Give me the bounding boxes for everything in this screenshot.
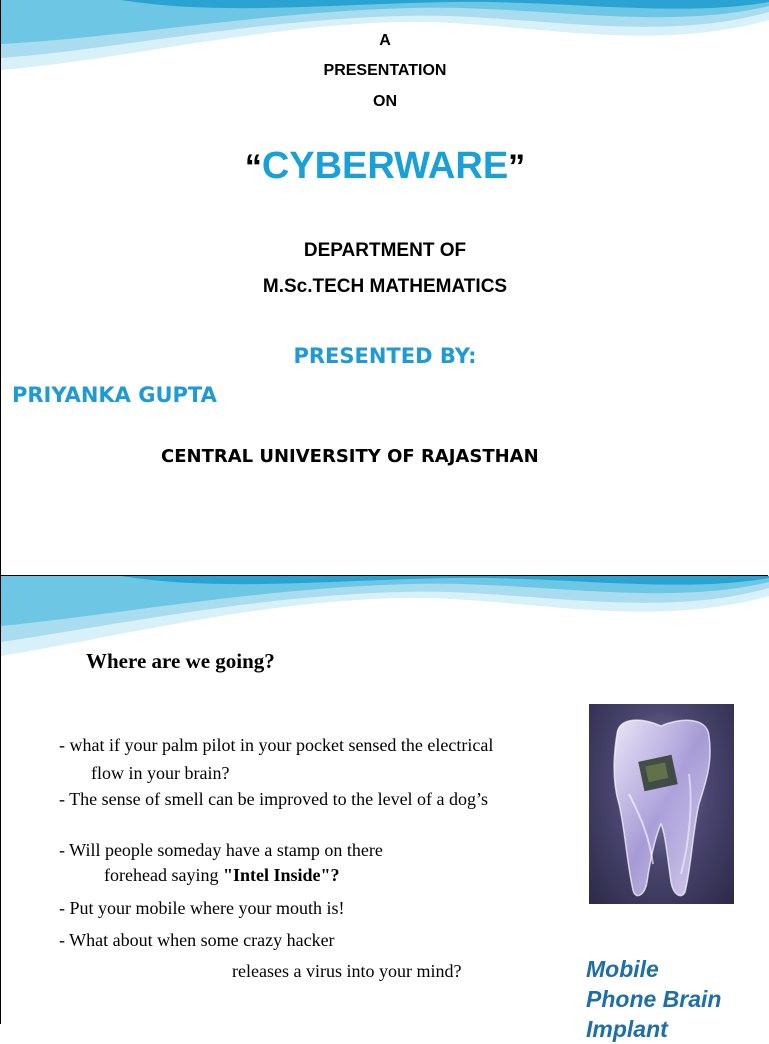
image-caption: [586, 954, 721, 1044]
caption-line-3: Implant: [586, 1016, 668, 1042]
bullet-2: - The sense of smell can be improved to the level of a dog’s: [59, 789, 489, 809]
program-line: M.Sc.TECH MATHEMATICS: [262, 276, 508, 297]
caption-line-1: Mobile: [586, 956, 659, 982]
title-close-quote: ”: [508, 148, 526, 186]
bullet-4: - Put your mobile where your mouth is!: [59, 898, 345, 918]
title-open-quote: “: [244, 148, 262, 186]
bullet-1-line-2: flow in your brain?: [91, 763, 230, 783]
content-slide: [0, 575, 768, 1042]
slide-heading: Where are we going?: [86, 649, 275, 673]
line-a: A: [379, 32, 391, 49]
tooth-implant-image: [589, 704, 734, 904]
presenter-name: PRIYANKA GUPTA: [12, 383, 217, 407]
presented-by-label: PRESENTED BY:: [293, 344, 477, 368]
intel-inside-text: "Intel Inside"?: [222, 865, 340, 885]
bullet-5-line-1: - What about when some crazy hacker: [59, 930, 335, 950]
university-name: CENTRAL UNIVERSITY OF RAJASTHAN: [161, 446, 539, 467]
bullet-1-line-1: - what if your palm pilot in your pocket sensed the electrical: [59, 735, 494, 755]
bullet-3-line-1: - Will people someday have a stamp on there: [59, 840, 383, 860]
line-presentation: PRESENTATION: [323, 62, 447, 79]
bullet-3-prefix: forehead saying: [104, 865, 223, 885]
bullet-5-line-2: releases a virus into your mind?: [232, 961, 462, 981]
bullet-3-line-2: [104, 865, 339, 886]
presentation-title: [1, 145, 769, 188]
crystal-tooth-icon: [589, 704, 734, 904]
title-word: CYBERWARE: [261, 145, 509, 187]
line-on: ON: [373, 93, 397, 110]
caption-line-2: Phone Brain: [586, 986, 722, 1012]
department-line: DEPARTMENT OF: [303, 240, 467, 261]
